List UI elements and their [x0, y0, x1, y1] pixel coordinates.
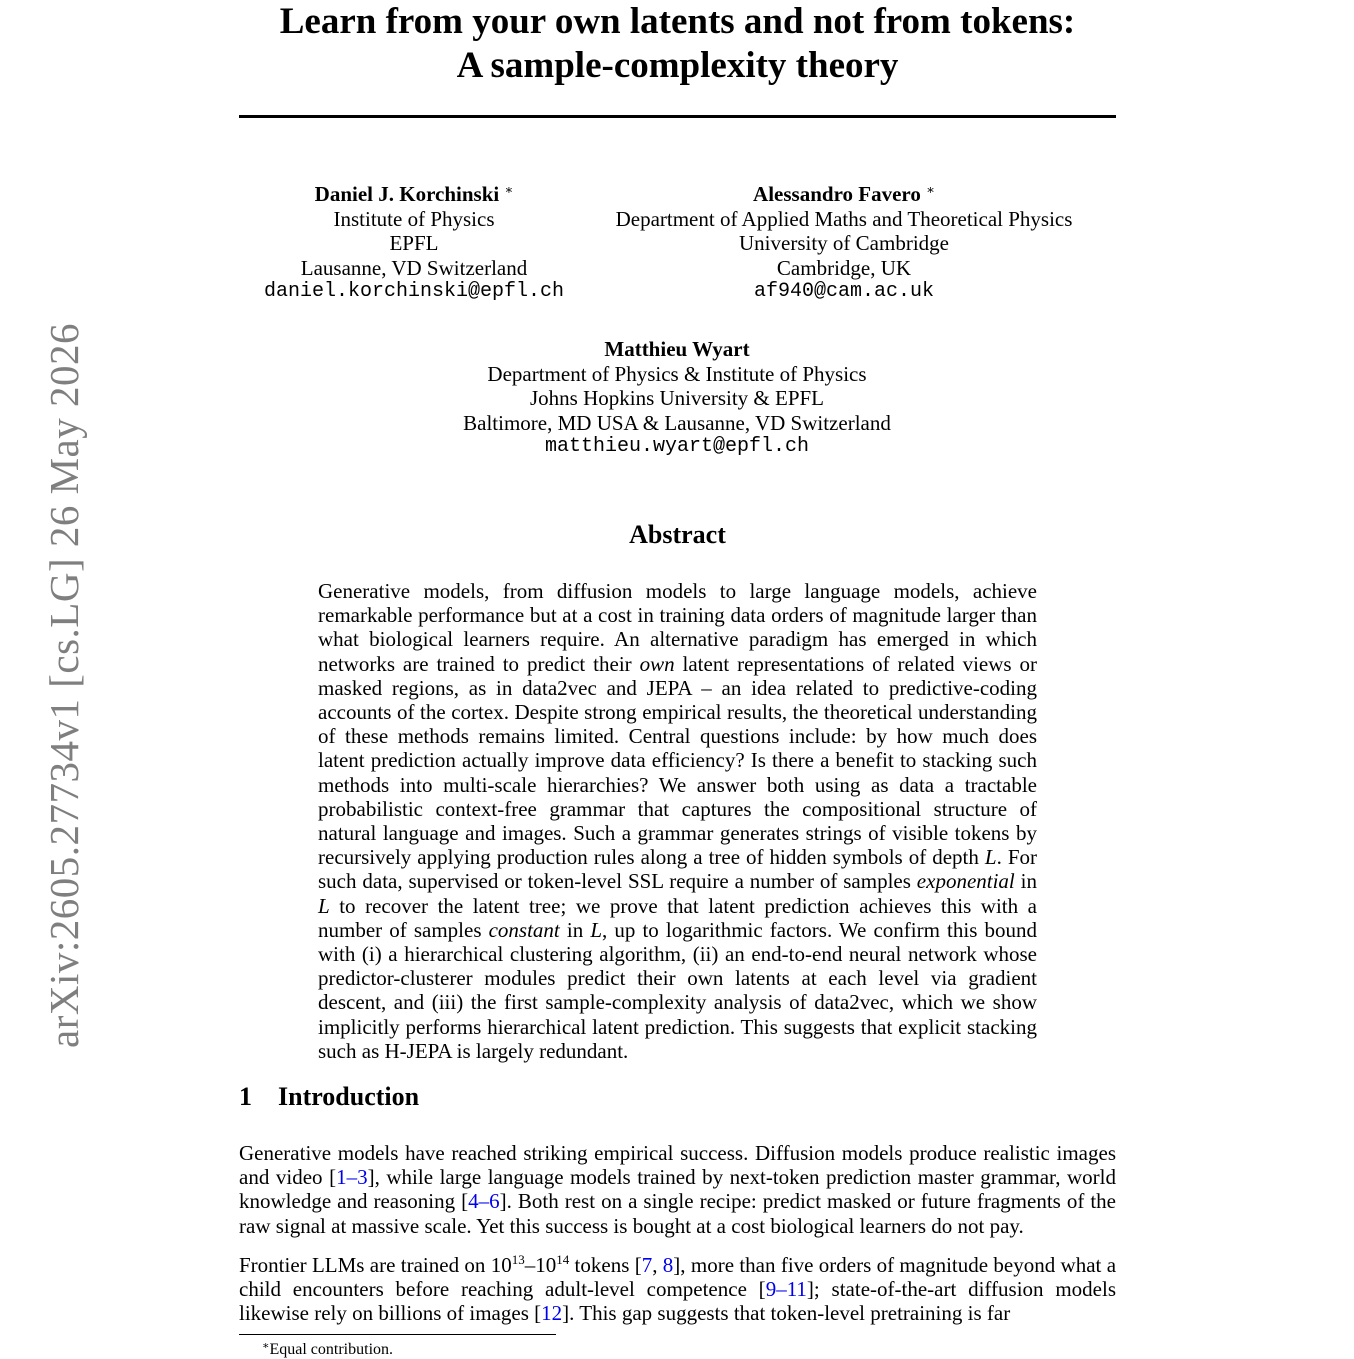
author-email: matthieu.wyart@epfl.ch	[544, 435, 810, 458]
equal-contribution-mark: ∗	[504, 182, 514, 197]
intro-paragraph-1: Generative models have reached striking empirical success. Diffusion models produce realistic images and video [1–3], while large language models trained by next-token prediction master grammar, world knowledge and reasoning [4–6]. Both rest on a single recipe: predict masked or future fragments of the raw signal at massive scale. Yet this success is bought at a cost biological learners do not pay.	[239, 1141, 1116, 1238]
arxiv-identifier: arXiv:2605.27734v1 [cs.LG] 26 May 2026	[41, 322, 87, 1048]
abstract-heading: Abstract	[629, 520, 726, 549]
author-email: daniel.korchinski@epfl.ch	[263, 280, 565, 303]
citation-link[interactable]: 1–3	[336, 1165, 368, 1190]
footnote-text: Equal contribution.	[269, 1341, 394, 1358]
author-block-wyart	[377, 337, 977, 460]
footnote-rule	[239, 1334, 556, 1335]
affiliation-line: University of Cambridge	[739, 231, 949, 255]
title-rule	[239, 115, 1116, 118]
author-block-korchinski	[239, 178, 589, 305]
citation-link[interactable]: 7	[641, 1253, 653, 1277]
title-line-2: A sample-complexity theory	[456, 45, 899, 86]
citation-link[interactable]: 12	[541, 1301, 563, 1326]
author-email: af940@cam.ac.uk	[753, 280, 935, 303]
author-block-favero	[589, 178, 1099, 305]
section-title: Introduction	[278, 1082, 420, 1111]
author-name: Daniel J. Korchinski ∗	[314, 182, 514, 206]
paper-title	[239, 0, 1116, 88]
citation-link[interactable]: 8	[662, 1253, 674, 1277]
intro-paragraph-2: Frontier LLMs are trained on $10^{13}-10^{14}$ tokens [7, 8], more than five orders of magnitude beyond what a child encounters before reaching adult-level competence [9–11]; state-of-the-art diffusion models likewise rely on billions of images [12]. This gap suggests that token-level pretraining is far	[239, 1252, 1117, 1326]
affiliation-line: Institute of Physics	[333, 206, 495, 231]
footnote-mark: ∗	[262, 1340, 270, 1352]
footnote	[262, 1339, 393, 1359]
citation-link[interactable]: 9–11	[765, 1277, 807, 1302]
equal-contribution-mark: ∗	[926, 182, 935, 197]
affiliation-line: Department of Physics & Institute of Physics	[487, 361, 867, 386]
section-heading-introduction	[239, 1082, 419, 1112]
affiliation-line: Department of Applied Maths and Theoretical Physics	[615, 206, 1073, 231]
affiliation-line: Lausanne, VD Switzerland	[300, 255, 528, 280]
affiliation-line: EPFL	[389, 231, 439, 255]
author-name: Alessandro Favero ∗	[753, 182, 935, 206]
section-number: 1	[239, 1082, 252, 1111]
author-name: Matthieu Wyart	[604, 337, 750, 361]
affiliation-line: Cambridge, UK	[776, 255, 912, 280]
citation-link[interactable]: 4–6	[468, 1189, 500, 1214]
title-line-1: Learn from your own latents and not from tokens:	[279, 1, 1076, 42]
affiliation-line: Johns Hopkins University & EPFL	[529, 386, 825, 410]
affiliation-line: Baltimore, MD USA & Lausanne, VD Switzerland	[463, 410, 891, 435]
abstract-text: Generative models, from diffusion models to large language models, achieve remarkable performance but at a cost in training data orders of magnitude larger than what biological learners require. An alternative paradigm has emerged in which networks are trained to predict their own latent representations of related views or masked regions, as in data2vec and JEPA – an idea related to predictive-coding accounts of the cortex. Despite strong empirical results, the theoretical understanding of these methods remains limited. Central questions include: by how much does latent prediction actually improve data efficiency? Is there a benefit to stacking such methods into multi-scale hierarchies? We answer both using as data a tractable probabilistic context-free grammar that captures the compositional structure of natural language and images. Such a grammar generates strings of visible tokens by recursively applying production rules along a tree of hidden symbols of depth L. For such data, supervised or token-level SSL require a number of samples exponential in L to recover the latent tree; we prove that latent prediction achieves this with a number of samples constant in L, up to logarithmic factors. We confirm this bound with (i) a hierarchical clustering algorithm, (ii) an end-to-end neural network whose predictor-clusterer modules predict their own latents at each level via gradient descent, and (iii) the first sample-complexity analysis of data2vec, which we show implicitly performs hierarchical latent prediction. This suggests that explicit stacking such as H-JEPA is largely redundant.	[318, 579, 1037, 1063]
